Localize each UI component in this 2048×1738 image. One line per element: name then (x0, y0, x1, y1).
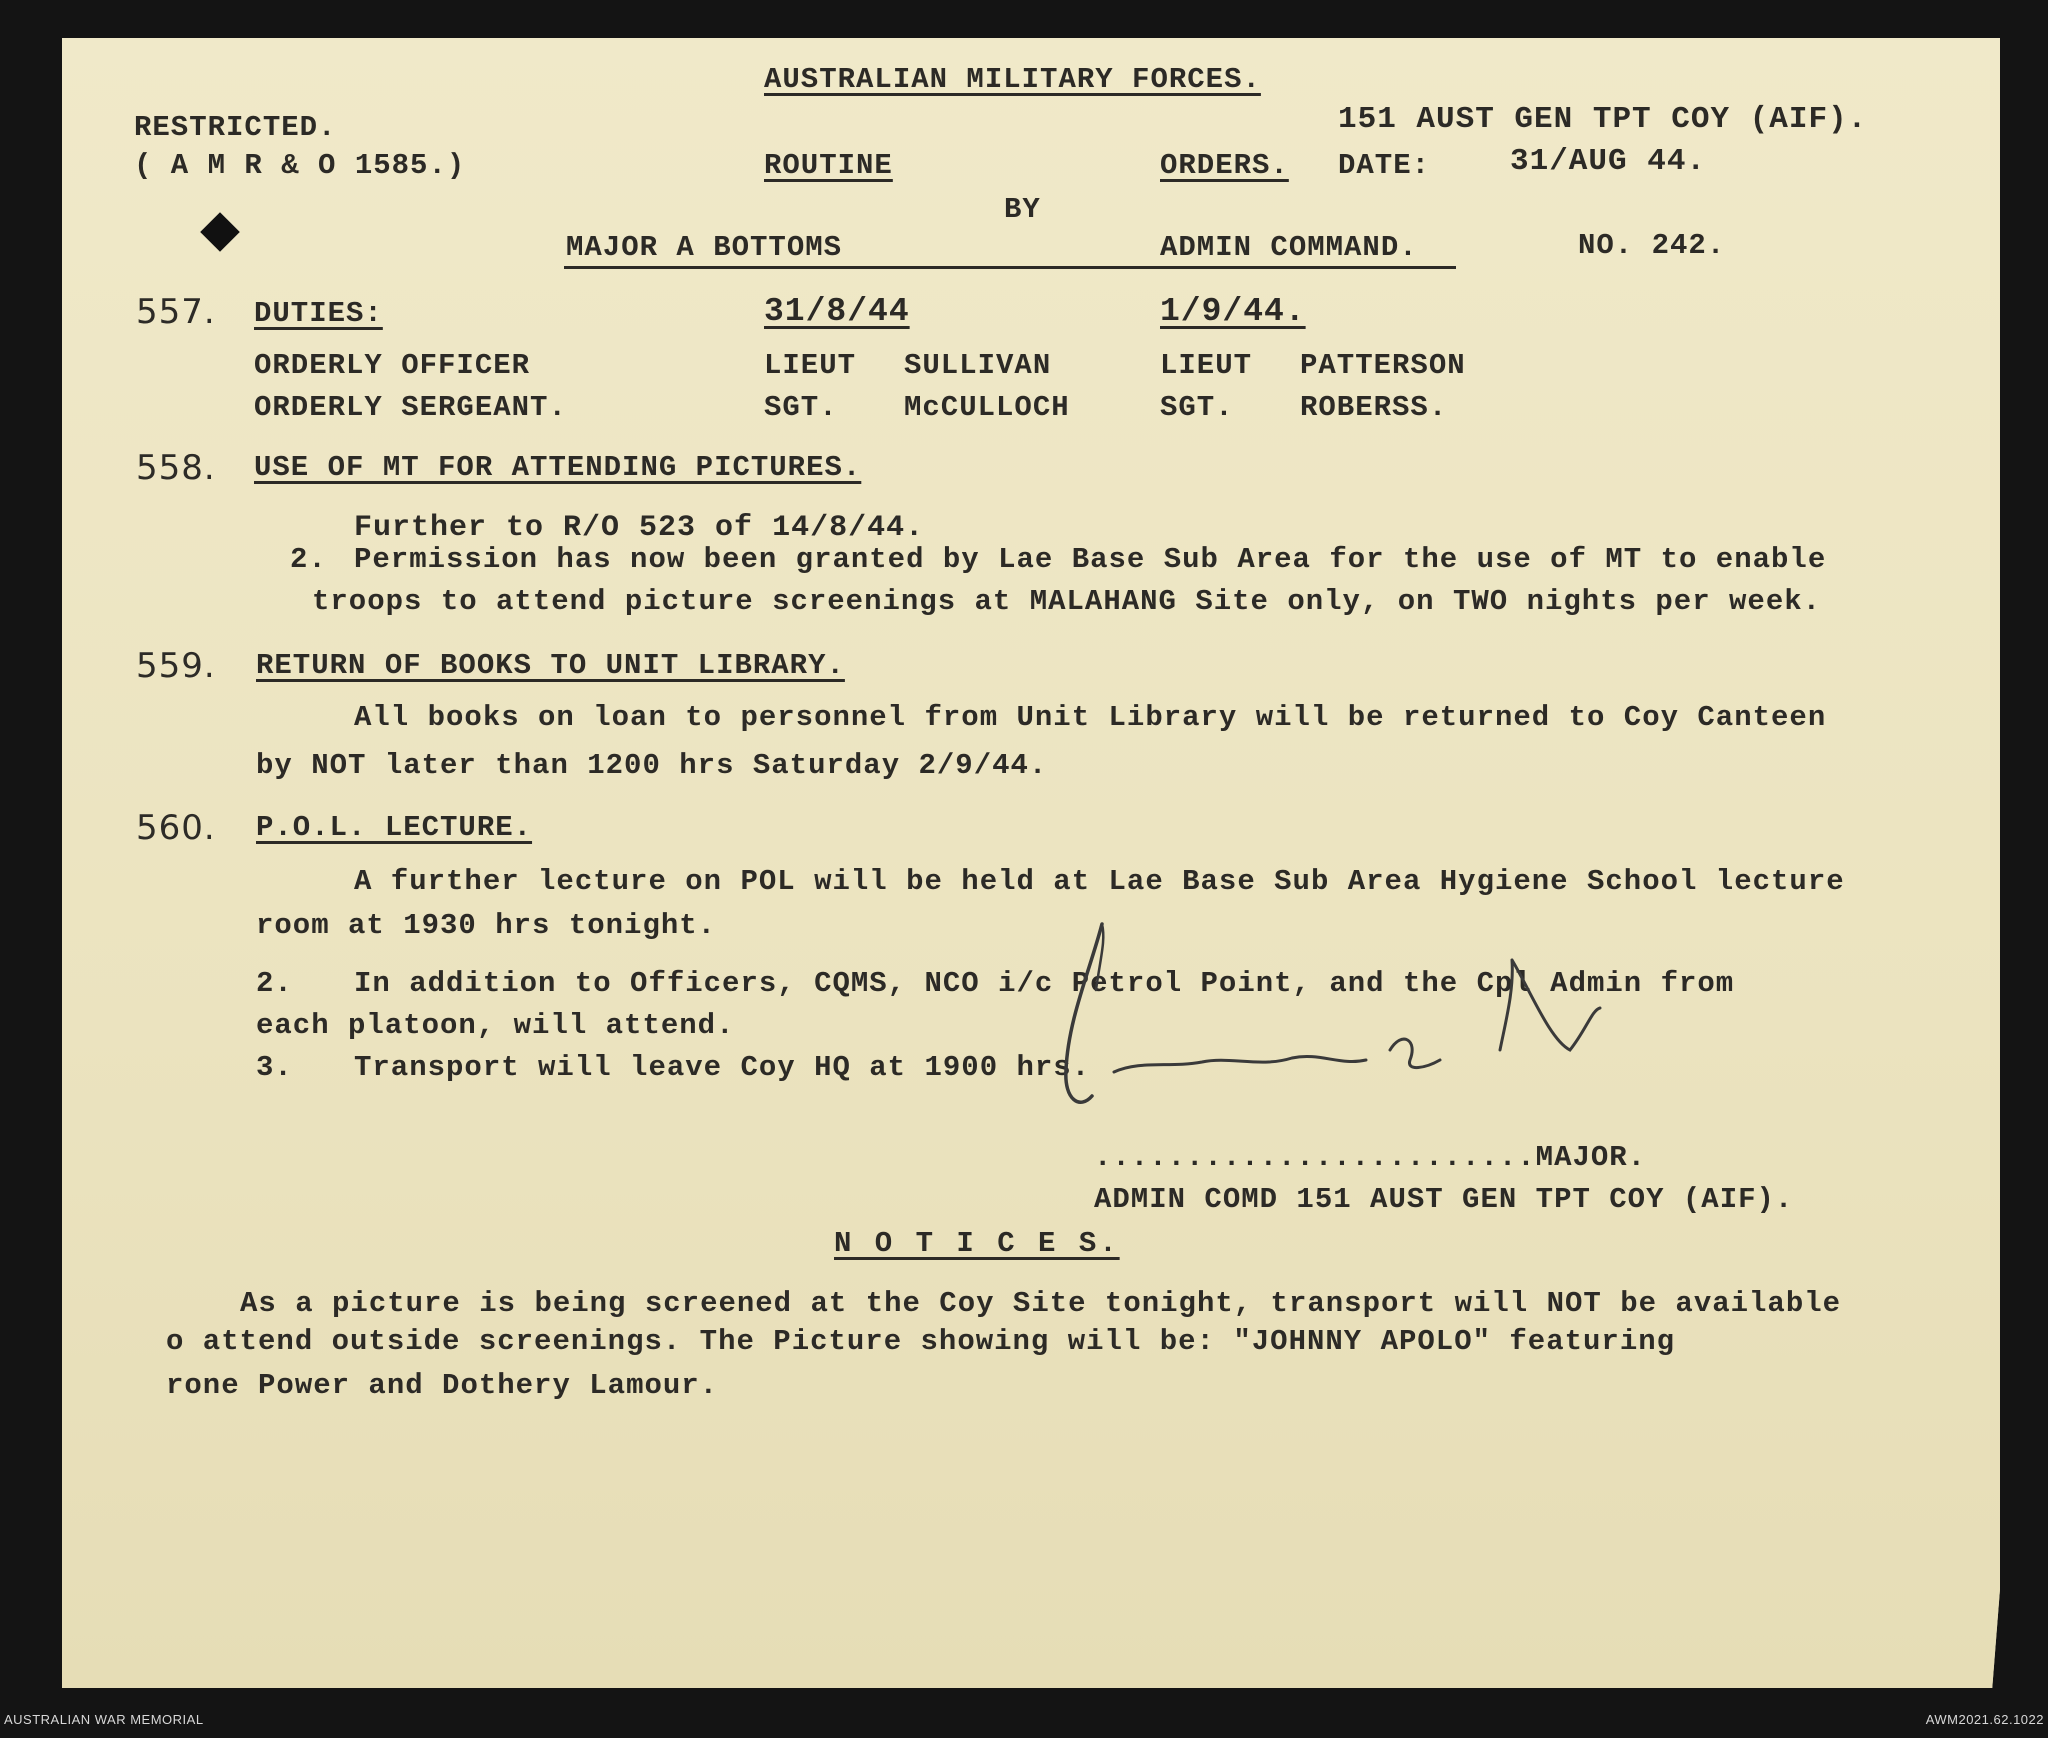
duty-role: ORDERLY SERGEANT. (254, 391, 567, 424)
duties-date-2: 1/9/44. (1160, 293, 1306, 330)
signature-title: ADMIN COMD 151 AUST GEN TPT COY (AIF). (1094, 1183, 1794, 1216)
reference: ( A M R & O 1585.) (134, 149, 466, 182)
item-560-heading: P.O.L. LECTURE. (256, 811, 533, 844)
command-label: ADMIN COMMAND. (1160, 231, 1418, 264)
item-560-line: each platoon, will attend. (256, 1009, 735, 1042)
item-558-heading: USE OF MT FOR ATTENDING PICTURES. (254, 451, 862, 484)
item-560-line: In addition to Officers, CQMS, NCO i/c Petrol Point, and the Cpl Admin from (354, 967, 1735, 1000)
item-559-heading: RETURN OF BOOKS TO UNIT LIBRARY. (256, 649, 845, 682)
duty-rank: LIEUT (1160, 349, 1253, 382)
item-558-line: Further to R/O 523 of 14/8/44. (354, 511, 925, 545)
unit-name: 151 AUST GEN TPT COY (AIF). (1338, 102, 1868, 137)
item-557-heading: DUTIES: (254, 297, 383, 330)
notice-line: As a picture is being screened at the Coy Site tonight, transport will NOT be available (240, 1287, 1842, 1320)
item-559-number: 559. (136, 646, 216, 686)
by-label: BY (1004, 193, 1041, 226)
notice-line: rone Power and Dothery Lamour. (166, 1369, 719, 1402)
item-560-para-number: 2. (256, 967, 293, 1000)
footer-archive-name: AUSTRALIAN WAR MEMORIAL (4, 1712, 204, 1727)
duty-rank: SGT. (764, 391, 838, 424)
duty-name: PATTERSON (1300, 349, 1466, 382)
duty-name: SULLIVAN (904, 349, 1052, 382)
duties-date-1: 31/8/44 (764, 293, 910, 330)
classification: RESTRICTED. (134, 111, 337, 144)
item-558-line: Permission has now been granted by Lae Base Sub Area for the use of MT to enable (354, 543, 1827, 576)
duty-name: McCULLOCH (904, 391, 1070, 424)
date-label: DATE: (1338, 149, 1431, 182)
item-560-para-number: 3. (256, 1051, 293, 1084)
item-559-line: by NOT later than 1200 hrs Saturday 2/9/44. (256, 749, 1048, 782)
item-560-number: 560. (136, 808, 216, 848)
item-558-para-number: 2. (290, 543, 327, 576)
signature-line: ........................MAJOR. (1094, 1141, 1647, 1174)
item-558-number: 558. (136, 448, 216, 488)
item-560-line: A further lecture on POL will be held at Lae Base Sub Area Hygiene School lecture (354, 865, 1845, 898)
item-557-number: 557. (136, 292, 216, 332)
item-558-line: troops to attend picture screenings at MALAHANG Site only, on TWO nights per week. (312, 585, 1822, 618)
routine-label: ROUTINE (764, 149, 893, 182)
document-sheet (62, 38, 2000, 1688)
duty-rank: SGT. (1160, 391, 1234, 424)
duty-rank: LIEUT (764, 349, 857, 382)
notice-line: o attend outside screenings. The Picture showing will be: "JOHNNY APOLO" featuring (166, 1325, 1676, 1358)
item-559-line: All books on loan to personnel from Unit Library will be returned to Coy Canteen (354, 701, 1827, 734)
notices-heading: N O T I C E S. (834, 1227, 1120, 1260)
handwritten-signature (1030, 900, 1670, 1150)
item-560-line: room at 1930 hrs tonight. (256, 909, 717, 942)
commander-name: MAJOR A BOTTOMS (566, 231, 843, 264)
orders-label: ORDERS. (1160, 149, 1289, 182)
forces-heading: AUSTRALIAN MILITARY FORCES. (764, 63, 1261, 96)
footer-accession-number: AWM2021.62.1022 (1925, 1712, 2044, 1727)
duty-name: ROBERSS. (1300, 391, 1448, 424)
order-number: NO. 242. (1578, 229, 1726, 262)
header-underline (564, 266, 1456, 269)
item-560-line: Transport will leave Coy HQ at 1900 hrs. (354, 1051, 1091, 1084)
duty-role: ORDERLY OFFICER (254, 349, 531, 382)
date-value: 31/AUG 44. (1510, 144, 1707, 179)
